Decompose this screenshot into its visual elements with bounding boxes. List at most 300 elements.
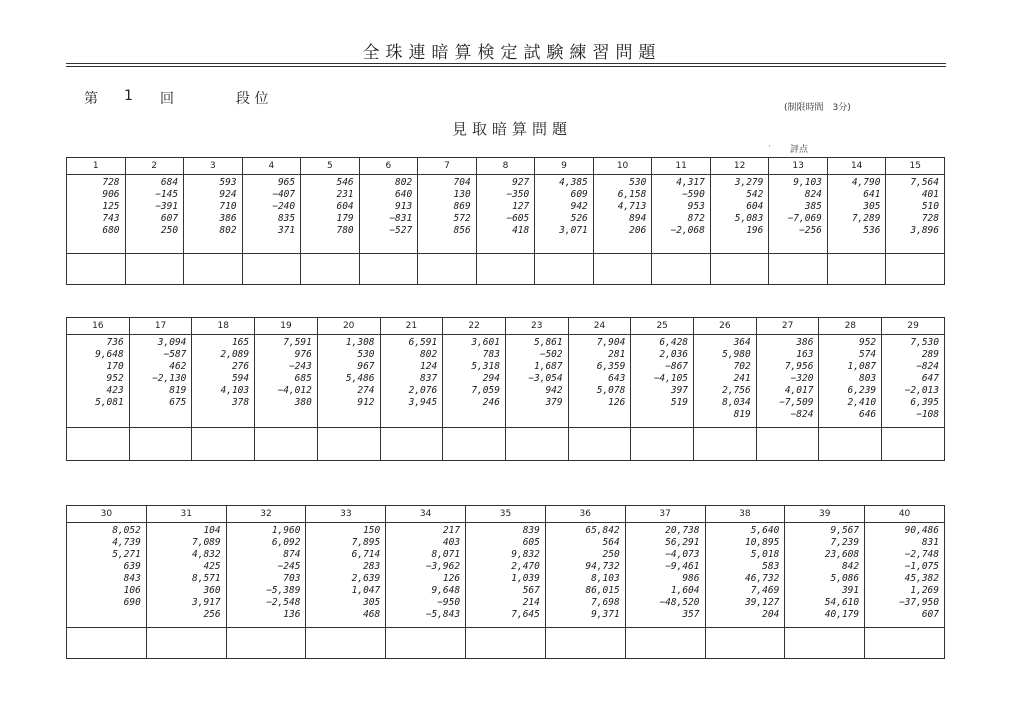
problem-value: −7,509 [779,397,814,408]
problem-value: 1,687 [534,361,563,372]
problem-value: 842 [841,561,860,572]
problem-numbers [756,335,819,428]
problem-numbers [67,335,130,428]
problem-value: 927 [512,177,530,188]
problem-numbers [545,523,625,628]
problem-value: 106 [123,585,141,596]
problem-value: 8,071 [431,549,461,560]
rank-label: 段 位 [236,91,269,107]
problem-value: 856 [453,225,471,236]
problem-value: −37,950 [898,597,939,608]
problem-value: −407 [272,189,296,200]
problem-value: 4,017 [784,385,814,396]
problem-value: 281 [608,349,626,360]
problem-value: 45,382 [904,573,939,584]
problem-value: −1,075 [904,561,939,572]
answer-box[interactable] [886,254,945,285]
problem-value: 913 [395,201,413,212]
answer-box[interactable] [568,428,631,461]
problem-number: 34 [386,506,466,523]
answer-box[interactable] [301,254,360,285]
problem-value: 872 [687,213,705,224]
answer-box[interactable] [756,428,819,461]
title-rule-top [66,63,946,64]
problem-value: 1,960 [271,525,301,536]
answer-box[interactable] [386,628,466,659]
problem-value: 647 [921,373,939,384]
problem-numbers [129,335,192,428]
answer-box[interactable] [819,428,882,461]
problem-value: 2,756 [722,385,751,396]
problem-value: 680 [102,225,120,236]
problem-value: 8,571 [192,573,221,584]
answer-box[interactable] [125,254,184,285]
problem-value: 965 [277,177,296,188]
problem-value: 9,567 [830,525,860,536]
problem-value: 6,591 [408,337,438,348]
problem-numbers [184,175,243,254]
problem-value: 1,604 [670,585,700,596]
problem-value: −245 [277,561,301,572]
problem-value: 425 [203,561,221,572]
problem-value: 894 [629,213,647,224]
problem-numbers [865,523,945,628]
problem-value: 952 [106,373,124,384]
problem-value: 2,410 [847,397,877,408]
document-title: 全珠連暗算検定試験練習問題 [362,43,662,63]
problem-value: 163 [796,349,814,360]
problem-numbers [785,523,865,628]
problem-value: 546 [336,177,354,188]
problem-value: 94,732 [585,561,620,572]
problem-value: 874 [283,549,301,560]
problem-number: 9 [535,158,594,175]
problem-value: 607 [160,213,179,224]
answer-box[interactable] [443,428,506,461]
problem-value: 728 [102,177,120,188]
problem-numbers [301,175,360,254]
answer-box[interactable] [476,254,535,285]
problem-value: 6,714 [351,549,381,560]
problem-numbers [418,175,477,254]
problem-value: 3,601 [471,337,500,348]
problem-value: 7,591 [283,337,312,348]
problem-value: 357 [682,609,700,620]
problem-value: 54,610 [824,597,860,608]
problem-value: 583 [762,561,780,572]
problem-value: 165 [231,337,250,348]
problem-number: 18 [192,318,255,335]
problem-value: 5,081 [95,397,124,408]
problem-value: 906 [102,189,120,200]
problem-value: 510 [921,201,939,212]
problem-value: −145 [155,189,179,200]
answer-box[interactable] [694,428,757,461]
problem-numbers [466,523,546,628]
problem-value: 710 [219,201,237,212]
problem-value: 802 [395,177,413,188]
problem-value: 942 [545,385,563,396]
problem-numbers [568,335,631,428]
problem-numbers [827,175,886,254]
problem-value: 360 [203,585,221,596]
problem-value: 250 [160,225,179,236]
problem-number: 13 [769,158,828,175]
problem-value: −4,012 [277,385,312,396]
problem-value: −831 [389,213,413,224]
problem-value: 869 [453,201,471,212]
answer-box[interactable] [625,628,705,659]
problem-value: 646 [858,409,877,420]
problem-value: 204 [762,609,780,620]
problem-value: 46,732 [744,573,780,584]
problem-value: 7,645 [511,609,540,620]
problem-value: −587 [163,349,187,360]
problem-value: 3,071 [559,225,588,236]
problem-value: 986 [682,573,700,584]
problem-value: 56,291 [665,537,700,548]
problem-value: 104 [203,525,221,536]
problem-value: −2,013 [904,385,939,396]
answer-box[interactable] [710,254,769,285]
problem-number: 10 [593,158,652,175]
problem-value: 831 [921,537,939,548]
problem-value: 728 [921,213,939,224]
problem-number: 27 [756,318,819,335]
answer-box[interactable] [67,428,130,461]
problem-number: 36 [545,506,625,523]
problem-value: 3,896 [910,225,939,236]
problem-number: 29 [882,318,945,335]
problem-value: 124 [420,361,438,372]
problem-number: 39 [785,506,865,523]
problem-value: 605 [522,537,540,548]
problem-value: 305 [863,201,881,212]
problem-number: 7 [418,158,477,175]
title-rule-bottom [66,66,946,67]
problem-value: −320 [790,373,814,384]
problem-number: 8 [476,158,535,175]
problem-value: 609 [570,189,588,200]
problem-numbers [705,523,785,628]
problem-value: 8,103 [591,573,620,584]
problem-value: −2,130 [152,373,187,384]
problem-numbers [67,175,126,254]
problem-value: 952 [858,337,877,348]
problem-value: 462 [169,361,187,372]
problem-value: 574 [858,349,877,360]
problem-value: 567 [522,585,540,596]
answer-box[interactable] [242,254,301,285]
problem-value: 206 [629,225,647,236]
problem-numbers [226,523,306,628]
problem-value: 6,395 [910,397,939,408]
problem-numbers [819,335,882,428]
problem-value: 942 [570,201,588,212]
problem-number: 23 [505,318,568,335]
problem-value: −4,073 [665,549,700,560]
answer-box[interactable] [631,428,694,461]
problem-value: 2,470 [511,561,540,572]
problem-value: −867 [665,361,689,372]
problem-value: −48,520 [659,597,700,608]
problem-numbers [652,175,711,254]
problem-numbers [593,175,652,254]
problem-value: 526 [570,213,588,224]
problem-number: 24 [568,318,631,335]
problem-value: −5,843 [425,609,461,620]
answer-box[interactable] [882,428,945,461]
problem-value: 6,239 [847,385,877,396]
problem-numbers [505,335,568,428]
answer-box[interactable] [67,628,147,659]
problem-value: 9,832 [511,549,540,560]
answer-box[interactable] [317,428,380,461]
problem-number: 2 [125,158,184,175]
problem-value: 690 [123,597,141,608]
problem-number: 33 [306,506,386,523]
answer-box[interactable] [306,628,386,659]
problem-value: 4,103 [220,385,250,396]
problem-value: 7,956 [784,361,814,372]
problem-number: 32 [226,506,306,523]
problem-numbers [631,335,694,428]
problem-value: 364 [733,337,751,348]
problem-number: 5 [301,158,360,175]
problem-number: 25 [631,318,694,335]
problem-value: 23,608 [824,549,860,560]
problem-value: 386 [796,337,814,348]
problem-value: 5,980 [722,349,751,360]
problem-value: 9,648 [431,585,461,596]
answer-box[interactable] [785,628,865,659]
answer-box[interactable] [466,628,546,659]
problem-value: 802 [420,349,438,360]
problem-value: 3,917 [192,597,221,608]
problem-value: 386 [219,213,237,224]
problem-value: 8,034 [722,397,751,408]
problem-value: 170 [106,361,124,372]
problem-value: 536 [863,225,881,236]
problem-number: 16 [67,318,130,335]
problem-value: 594 [231,373,250,384]
round-suffix: 回 [160,91,174,107]
problem-number: 14 [827,158,886,175]
problem-numbers [380,335,443,428]
problem-value: 397 [670,385,689,396]
problem-value: 819 [169,385,187,396]
problem-value: 7,469 [750,585,780,596]
problem-number: 11 [652,158,711,175]
problem-value: 802 [219,225,237,236]
problem-value: 130 [453,189,471,200]
problem-number: 20 [317,318,380,335]
problem-number: 3 [184,158,243,175]
problem-value: 294 [482,373,500,384]
problem-value: 843 [123,573,141,584]
answer-box[interactable] [652,254,711,285]
problem-value: 684 [160,177,179,188]
problem-numbers [386,523,466,628]
problem-value: 967 [357,361,375,372]
problem-value: 5,018 [750,549,780,560]
answer-box[interactable] [505,428,568,461]
problem-number: 21 [380,318,443,335]
problem-value: −824 [790,409,814,420]
problem-value: 837 [420,373,438,384]
problem-value: 4,790 [851,177,881,188]
problem-value: 90,486 [904,525,939,536]
problem-number: 1 [67,158,126,175]
problem-value: 7,059 [471,385,500,396]
problem-value: 20,738 [665,525,700,536]
problem-number: 17 [129,318,192,335]
problem-value: 378 [231,397,250,408]
answer-box[interactable] [129,428,192,461]
problem-value: 530 [357,349,375,360]
problem-value: 953 [687,201,705,212]
answer-box[interactable] [535,254,594,285]
problem-value: −5,389 [266,585,301,596]
problem-value: 685 [294,373,312,384]
problem-number: 26 [694,318,757,335]
problem-value: 217 [442,525,461,536]
problem-numbers [317,335,380,428]
problem-numbers [710,175,769,254]
problem-value: 783 [482,349,500,360]
problem-value: 604 [746,201,764,212]
problem-value: 572 [453,213,471,224]
problem-value: −4,105 [653,373,689,384]
problem-value: 231 [336,189,354,200]
problem-value: 385 [804,201,822,212]
problem-numbers [125,175,184,254]
problem-value: 604 [336,201,354,212]
problem-value: 803 [858,373,877,384]
problem-numbers [67,523,147,628]
problem-value: 7,564 [910,177,939,188]
problem-value: 39,127 [744,597,780,608]
problem-numbers [476,175,535,254]
problem-value: 246 [482,397,500,408]
problem-value: 5,271 [112,549,141,560]
problem-value: −391 [155,201,179,212]
problem-value: 976 [294,349,312,360]
problem-value: 7,289 [851,213,881,224]
problem-value: 401 [921,189,939,200]
problem-value: 607 [921,609,939,620]
answer-box[interactable] [865,628,945,659]
problem-number: 38 [705,506,785,523]
answer-box[interactable] [827,254,886,285]
problem-value: 241 [733,373,751,384]
problem-value: 150 [363,525,381,536]
problem-number: 22 [443,318,506,335]
answer-box[interactable] [226,628,306,659]
problem-value: 519 [670,397,689,408]
problem-value: 643 [608,373,626,384]
problem-value: 924 [219,189,237,200]
problem-table-3 [66,505,945,659]
answer-box[interactable] [769,254,828,285]
time-limit: (制限時間 3分) [784,103,851,113]
problem-value: 6,359 [596,361,626,372]
problem-value: 1,047 [351,585,381,596]
problem-number: 15 [886,158,945,175]
problem-value: 4,739 [112,537,141,548]
problem-number: 37 [625,506,705,523]
problem-value: 5,861 [534,337,563,348]
problem-value: 2,036 [659,349,689,360]
problem-value: 126 [608,397,626,408]
answer-box[interactable] [705,628,785,659]
answer-box[interactable] [359,254,418,285]
dot-mark: · [768,142,771,152]
problem-value: 530 [629,177,647,188]
problem-value: −240 [272,201,296,212]
problem-value: −2,748 [904,549,939,560]
problem-value: 5,640 [750,525,780,536]
problem-value: 839 [522,525,540,536]
answer-box[interactable] [184,254,243,285]
problem-value: −256 [799,225,822,236]
problem-value: 136 [283,609,301,620]
problem-number: 6 [359,158,418,175]
problem-value: 126 [442,573,461,584]
problem-value: 305 [363,597,381,608]
answer-box[interactable] [545,628,625,659]
problem-table-1 [66,157,945,285]
answer-box[interactable] [255,428,318,461]
answer-box[interactable] [146,628,226,659]
problem-numbers [242,175,301,254]
problem-value: 5,086 [830,573,860,584]
problem-value: 4,317 [676,177,705,188]
problem-number: 12 [710,158,769,175]
problem-value: 468 [363,609,381,620]
problem-value: 4,385 [559,177,588,188]
round-number: 1 [124,88,133,104]
problem-value: 780 [336,225,354,236]
problem-value: 2,089 [220,349,250,360]
problem-number: 35 [466,506,546,523]
answer-box[interactable] [380,428,443,461]
section-title: 見取暗算問題 [451,120,572,138]
problem-value: 702 [733,361,751,372]
problem-value: 276 [231,361,250,372]
answer-box[interactable] [593,254,652,285]
problem-value: 380 [294,397,312,408]
answer-box[interactable] [192,428,255,461]
problem-value: −502 [539,349,563,360]
problem-value: 40,179 [824,609,860,620]
problem-value: −108 [916,409,939,420]
problem-value: 7,239 [830,537,860,548]
problem-value: −3,054 [528,373,563,384]
answer-box[interactable] [418,254,477,285]
problem-value: 6,428 [659,337,689,348]
problem-numbers [359,175,418,254]
problem-value: 418 [512,225,530,236]
problem-value: 9,648 [95,349,124,360]
problem-value: 912 [357,397,375,408]
problem-value: 593 [219,177,237,188]
answer-box[interactable] [67,254,126,285]
problem-value: −2,548 [266,597,301,608]
problem-value: 8,052 [112,525,141,536]
problem-value: 5,486 [345,373,375,384]
problem-value: 9,103 [793,177,822,188]
